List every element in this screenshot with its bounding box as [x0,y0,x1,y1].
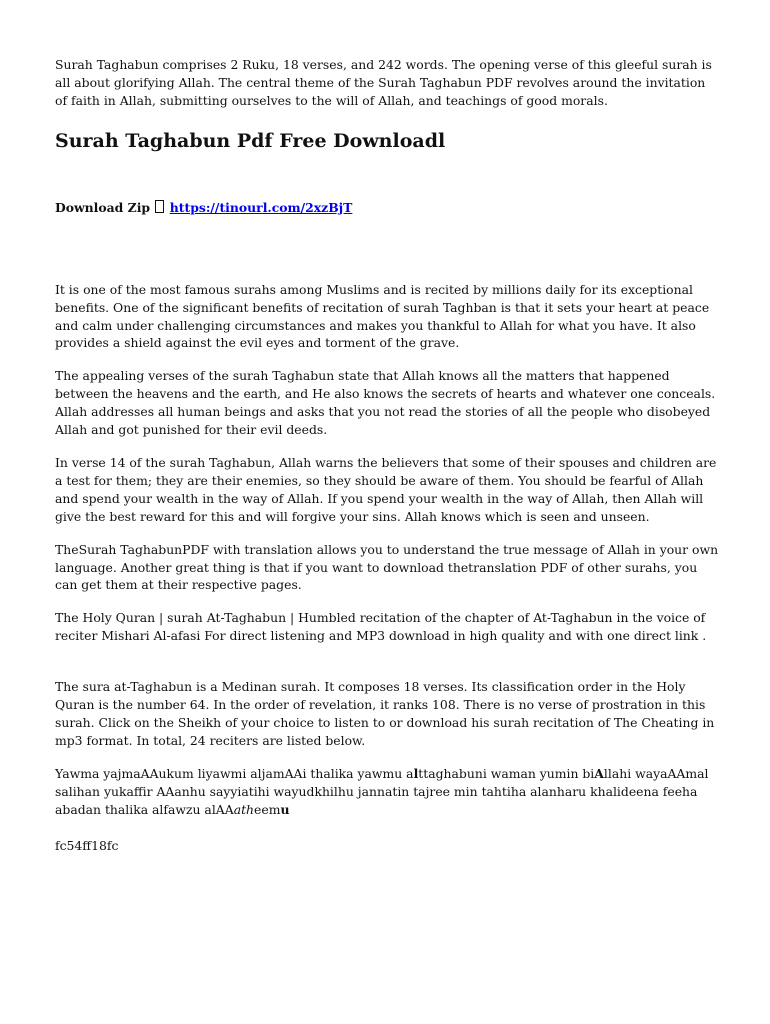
transliteration-bold: l [413,765,419,781]
article-body [55,281,720,819]
paragraph-benefits: It is one of the most famous surahs among Muslims and is recited by millions daily for its exceptional benefits. One of the significant benefits of recitation of surah Taghban is that it sets your heart at peace and calm under challenging circumstances and makes you thankful to Allah for what you have. It also provides a shield against the evil eyes and torment of the grave. [55,281,710,351]
page-title: Surah Taghabun Pdf Free Downloadl [55,129,446,152]
transliteration-bold: A [594,765,604,781]
transliteration-text: eem [254,801,281,817]
download-link[interactable]: https://tinourl.com/2xzBjT [169,199,353,215]
transliteration-italic: a [233,801,242,817]
transliteration-italic: th [241,801,255,817]
paragraph-verse-14: In verse 14 of the surah Taghabun, Allah warns the believers that some of their spouses and children are a test for them; they are their enemies, so they should be aware of them. You should be fearful of Allah and spend your wealth in the way of Allah. If you spend your wealth in the way of Allah, then Allah will give the best reward for this and will forgive your sins. Allah knows which is seen and unseen. [55,454,717,524]
intro-paragraph: Surah Taghabun comprises 2 Ruku, 18 verses, and 242 words. The opening verse of this gleeful surah is all about glorifying Allah. The central theme of the Surah Taghabun PDF revolves around the invitation of faith in Allah, submitting ourselves to the will of Allah, and teachings of good morals. [55,57,712,108]
transliteration-text: Yawma yajmaAAukum liyawmi aljamAAi thalika yawmu a [55,765,414,781]
paragraph-translation: TheSurah TaghabunPDF with translation allows you to understand the true message of Allah in your own language. Another great thing is that if you want to download thetranslation PDF of other surahs, you can get them at their respective pages. [55,541,719,593]
transliteration-paragraph [55,765,720,819]
transliteration-text: llahi wayaAAmal salihan yukaffir AAanhu sayyiatihi wayudkhilhu jannatin tajree min tahtiha alanharu khalideena feeha abadan thalika alfawzu alAA [55,765,709,817]
transliteration-bold: u [280,801,290,817]
download-line [55,199,720,216]
footer-code: fc54ff18fc [55,838,119,854]
missing-glyph-icon [155,200,164,213]
paragraph-recitation: The Holy Quran | surah At-Taghabun | Humbled recitation of the chapter of At-Taghabun in the voice of reciter Mishari Al-afasi For direct listening and MP3 download in high quality and with one direct link . [55,610,707,644]
download-label: Download Zip [55,199,151,215]
document-page [55,56,720,855]
paragraph-sura-info: The sura at-Taghabun is a Medinan surah. It composes 18 verses. Its classification order in the Holy Quran is the number 64. In the order of revelation, it ranks 108. There is no verse of prostration in this surah. Click on the Sheikh of your choice to listen to or download his surah recitation of The Cheating in mp3 format. In total, 24 reciters are listed below. [55,679,715,748]
paragraph-verses: The appealing verses of the surah Taghabun state that Allah knows all the matters that happened between the heavens and the earth, and He also knows the secrets of hearts and whatever one conceals. Allah addresses all human beings and asks that you not read the stories of all the people who disobeyed Allah and got punished for their evil deeds. [55,368,716,438]
transliteration-text: ttaghabuni waman yumin bi [418,765,595,781]
